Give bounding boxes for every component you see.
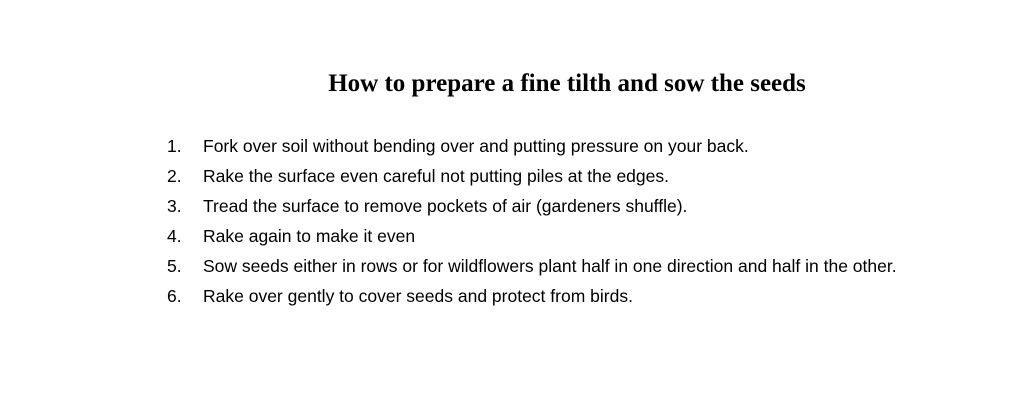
list-item-step-6 <box>167 281 897 311</box>
list-item-step-4 <box>167 221 897 251</box>
step-number: 1. <box>167 136 182 156</box>
list-item-step-2 <box>167 161 897 191</box>
step-number: 3. <box>167 196 182 216</box>
step-number: 2. <box>167 166 182 186</box>
step-number: 4. <box>167 226 182 246</box>
step-text: Sow seeds either in rows or for wildflowers plant half in one direction and half in the other. <box>203 256 897 276</box>
document-title: How to prepare a fine tilth and sow the seeds <box>328 70 806 97</box>
step-text: Rake the surface even careful not putting piles at the edges. <box>203 166 669 186</box>
steps-list <box>167 131 897 311</box>
step-text: Rake again to make it even <box>203 226 416 246</box>
list-item-step-5 <box>167 251 897 281</box>
step-text: Tread the surface to remove pockets of air (gardeners shuffle). <box>203 196 688 216</box>
step-text: Rake over gently to cover seeds and protect from birds. <box>203 286 633 306</box>
step-number: 5. <box>167 256 182 276</box>
list-item-step-1 <box>167 131 897 161</box>
list-item-step-3 <box>167 191 897 221</box>
step-number: 6. <box>167 286 182 306</box>
step-text: Fork over soil without bending over and putting pressure on your back. <box>203 136 749 156</box>
